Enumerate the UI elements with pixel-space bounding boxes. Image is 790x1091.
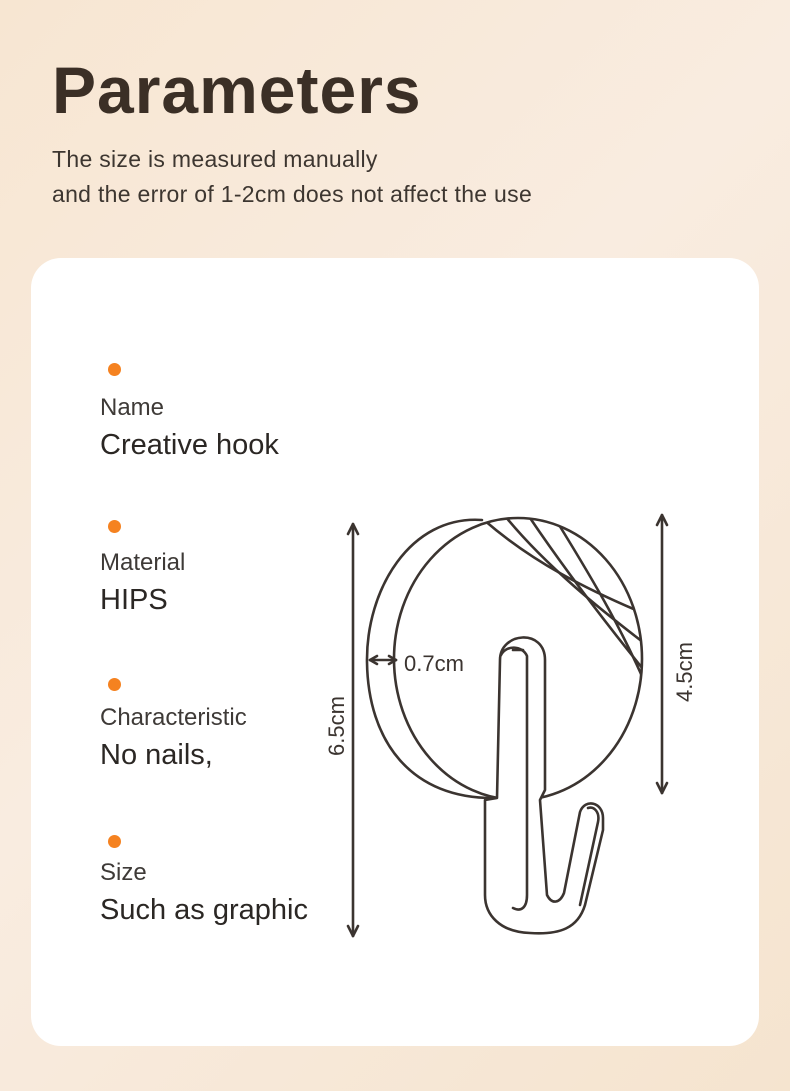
spec-value: No nails, (100, 739, 213, 771)
dimension-thickness (370, 656, 396, 664)
total-height-label: 6.5cm (324, 696, 349, 756)
subtitle-line-1: The size is measured manually (52, 146, 378, 172)
thickness-label: 0.7cm (404, 651, 464, 676)
spec-label: Size (100, 859, 147, 886)
spec-label: Characteristic (100, 704, 247, 731)
spec-value: HIPS (100, 584, 168, 616)
spec-value: Creative hook (100, 429, 279, 461)
spec-label: Name (100, 394, 165, 421)
dimension-disc-diameter (657, 515, 667, 793)
spec-value: Such as graphic (100, 894, 308, 926)
spec-label: Material (100, 549, 186, 576)
dimension-total-height (348, 524, 358, 936)
disc-diameter-label: 4.5cm (672, 642, 697, 702)
subtitle-line-2: and the error of 1-2cm does not affect the use (52, 181, 533, 207)
page-title: Parameters (52, 53, 422, 127)
